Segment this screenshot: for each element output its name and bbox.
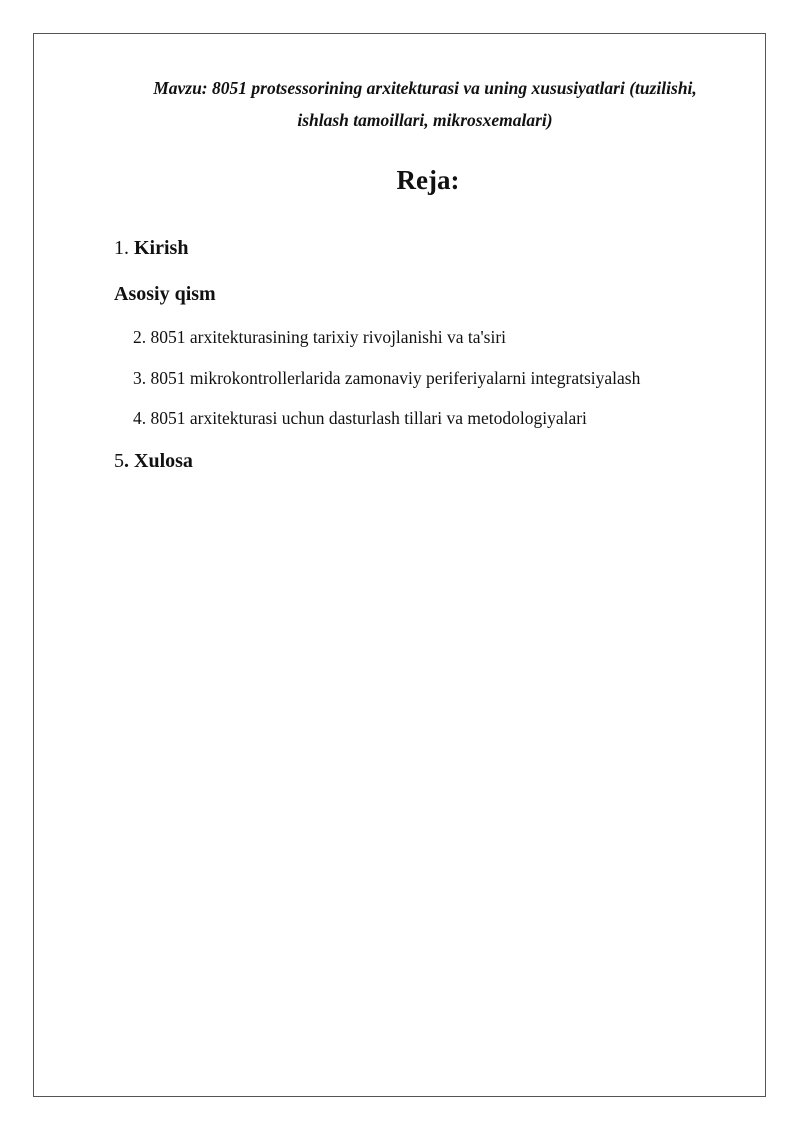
topic-line-1: Mavzu: 8051 protsessorining arxitekturasi va uning xususiyatlari (tuzilishi, bbox=[153, 78, 697, 98]
document-topic bbox=[60, 72, 790, 136]
plan-item-conclusion bbox=[114, 448, 193, 474]
intro-number: 1. bbox=[114, 237, 129, 259]
main-part-heading: Asosiy qism bbox=[114, 283, 216, 305]
plan-item-main-2: 3. 8051 mikrokontrollerlarida zamonaviy periferiyalarni integratsiyalash bbox=[133, 368, 641, 388]
topic-line-2: ishlash tamoillari, mikrosxemalari) bbox=[297, 110, 553, 130]
intro-label: Kirish bbox=[134, 237, 189, 259]
plan-item-main-3: 4. 8051 arxitekturasi uchun dasturlash tillari va metodologiyalari bbox=[133, 408, 587, 428]
plan-item-main-1: 2. 8051 arxitekturasining tarixiy rivojlanishi va ta'siri bbox=[133, 327, 507, 347]
conclusion-label: . Xulosa bbox=[124, 450, 193, 472]
plan-item-intro bbox=[114, 235, 188, 261]
plan-heading: Reja: bbox=[396, 165, 460, 195]
conclusion-number: 5 bbox=[114, 450, 124, 472]
